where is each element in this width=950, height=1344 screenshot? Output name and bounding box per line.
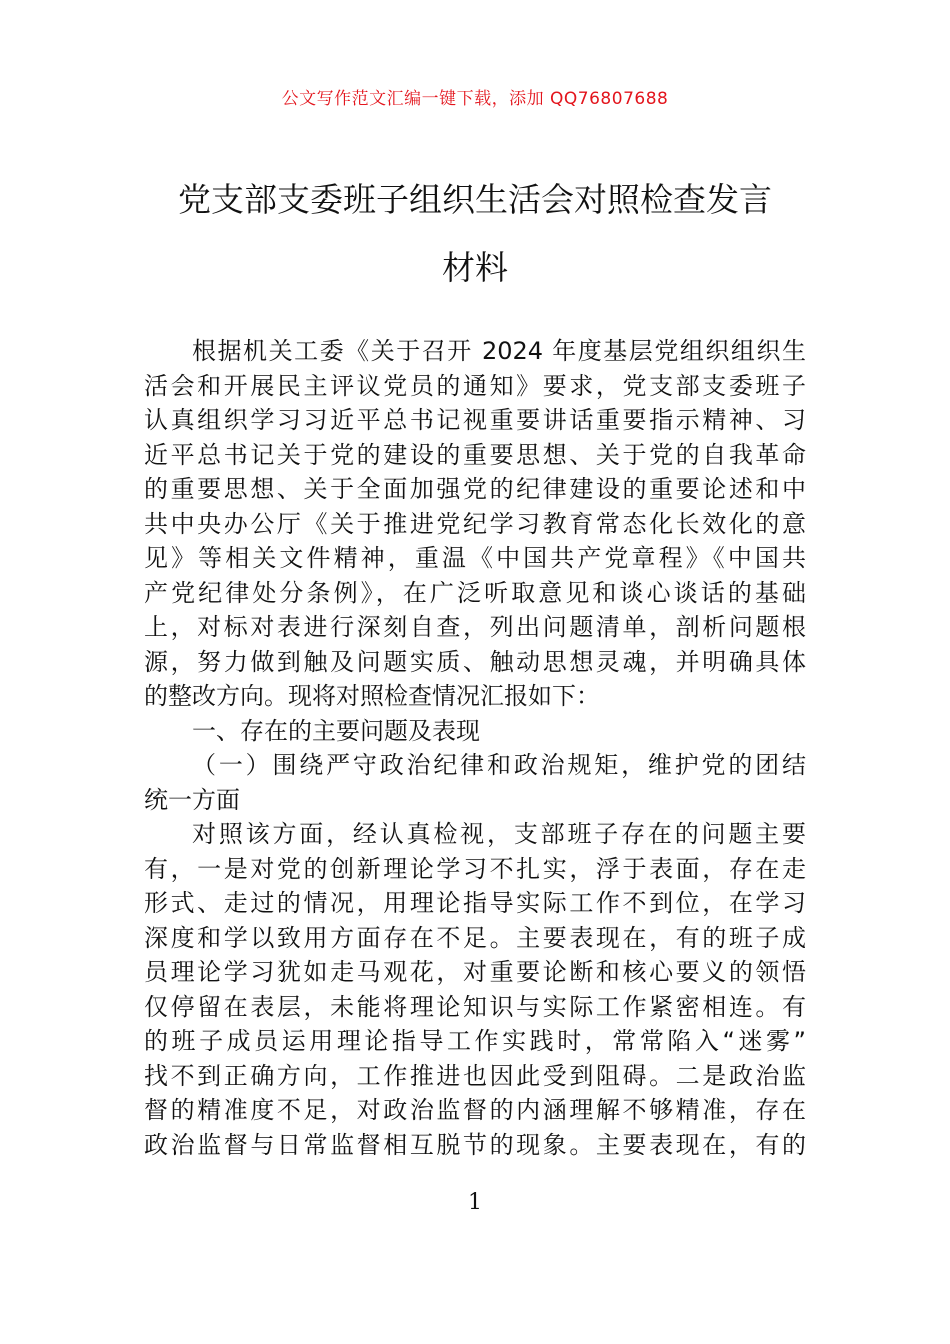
- body-line: 深度和学以致用方面存在不足。主要表现在，有的班子成: [144, 923, 806, 952]
- body-line: 的整改方向。现将对照检查情况汇报如下：: [144, 682, 600, 710]
- body-line: 仅停留在表层，未能将理论知识与实际工作紧密相连。有: [144, 992, 806, 1021]
- body-line: 督的精准度不足，对政治监督的内涵理解不够精准，存在: [144, 1096, 806, 1124]
- document-body: [144, 334, 806, 1162]
- body-line: 对照该方面，经认真检视，支部班子存在的问题主要: [192, 820, 806, 848]
- subsection-heading-cont: 统一方面: [144, 785, 240, 814]
- body-line: 找不到正确方向，工作推进也因此受到阻碍。二是政治监: [144, 1061, 806, 1090]
- section-heading: 一、存在的主要问题及表现: [192, 716, 480, 745]
- document-title-line-1: 党支部支委班子组织生活会对照检查发言: [178, 180, 772, 219]
- subsection-heading: （一）围绕严守政治纪律和政治规矩，维护党的团结: [192, 751, 806, 779]
- body-line: 近平总书记关于党的建设的重要思想、关于党的自我革命: [144, 440, 806, 469]
- body-line: 认真组织学习习近平总书记视重要讲话重要指示精神、习: [144, 406, 806, 434]
- body-line: 的重要思想、关于全面加强党的纪律建设的重要论述和中: [144, 475, 806, 503]
- body-line: 上，对标对表进行深刻自查，列出问题清单，剖析问题根: [144, 613, 806, 641]
- body-line: 有，一是对党的创新理论学习不扎实，浮于表面，存在走: [144, 854, 806, 883]
- body-line: 见》等相关文件精神，重温《中国共产党章程》《中国共: [144, 544, 806, 572]
- watermark-header: 公文写作范文汇编一键下载，添加 QQ76807688: [281, 89, 669, 109]
- body-line: 活会和开展民主评议党员的通知》要求，党支部支委班子: [144, 371, 806, 400]
- body-line: 的班子成员运用理论指导工作实践时，常常陷入“迷雾”: [144, 1027, 806, 1055]
- body-line: 产党纪律处分条例》，在广泛听取意见和谈心谈话的基础: [144, 578, 806, 607]
- body-line: 根据机关工委《关于召开 2024 年度基层党组织组织生: [192, 337, 806, 365]
- body-line: 员理论学习犹如走马观花，对重要论断和核心要义的领悟: [144, 958, 806, 986]
- body-line: 共中央办公厅《关于推进党纪学习教育常态化长效化的意: [144, 509, 806, 538]
- body-line: 形式、走过的情况，用理论指导实际工作不到位，在学习: [144, 889, 806, 917]
- body-line: 源，努力做到触及问题实质、触动思想灵魂，并明确具体: [144, 647, 806, 676]
- document-title-line-2: 材料: [442, 248, 508, 287]
- body-line: 政治监督与日常监督相互脱节的现象。主要表现在，有的: [144, 1130, 806, 1159]
- page-number: 1: [468, 1190, 482, 1215]
